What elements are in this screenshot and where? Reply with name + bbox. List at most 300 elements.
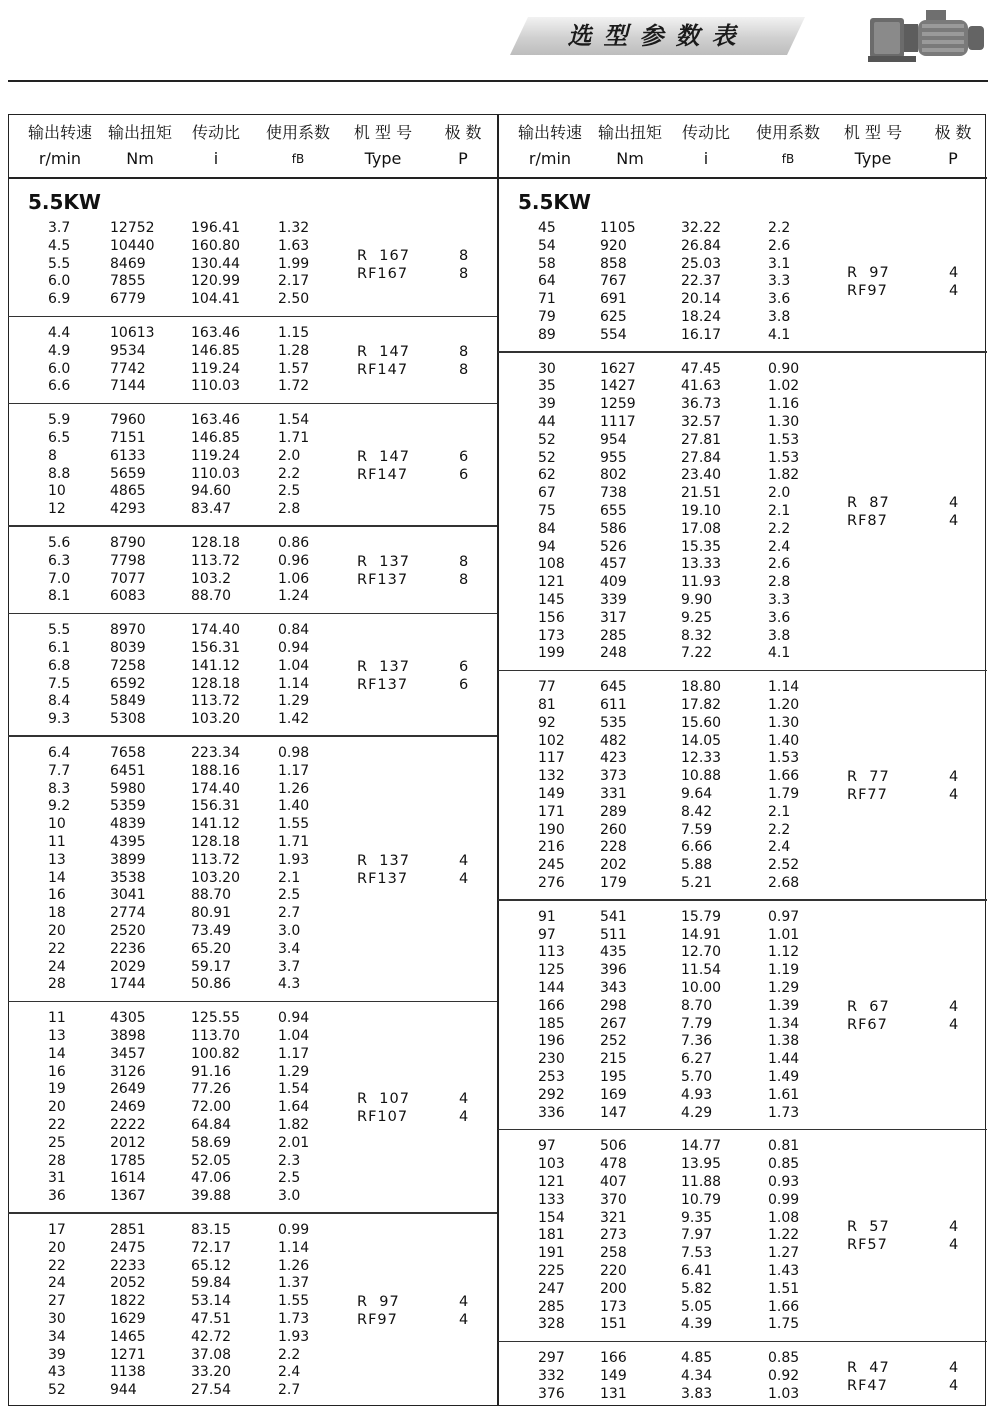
- model-type: R 67: [847, 998, 890, 1015]
- torque-cell: 179: [600, 874, 627, 891]
- torque-cell: 1822: [110, 1293, 146, 1310]
- power-rating: 5.5KW: [28, 190, 101, 214]
- speed-cell: 16: [48, 1063, 66, 1080]
- torque-cell: 3538: [110, 869, 146, 886]
- speed-cell: 84: [538, 520, 556, 537]
- table-row: [8, 763, 497, 781]
- factor-cell: 1.02: [768, 378, 800, 395]
- header-factor-cn: 使用系数: [755, 123, 820, 142]
- factor-cell: 1.14: [278, 1239, 310, 1256]
- torque-cell: 954: [600, 431, 627, 448]
- torque-cell: 645: [600, 679, 627, 696]
- ratio-cell: 188.16: [191, 762, 240, 779]
- torque-cell: 331: [600, 785, 627, 802]
- ratio-cell: 8.32: [681, 627, 713, 644]
- pole-count: 8: [459, 571, 469, 588]
- torque-cell: 8970: [110, 622, 146, 639]
- model-group: [8, 325, 497, 404]
- speed-cell: 52: [538, 431, 556, 448]
- speed-cell: 71: [538, 291, 556, 308]
- ratio-cell: 100.82: [191, 1045, 240, 1062]
- factor-cell: 1.01: [768, 926, 800, 943]
- model-type: RF167: [357, 265, 409, 282]
- header-ratio-cn: 传动比: [191, 123, 240, 142]
- speed-cell: 132: [538, 768, 565, 785]
- torque-cell: 526: [600, 538, 627, 555]
- model-type: R 167: [357, 247, 410, 264]
- factor-cell: 1.55: [278, 816, 310, 833]
- ratio-cell: 5.21: [681, 874, 713, 891]
- torque-cell: 5849: [110, 693, 146, 710]
- torque-cell: 373: [600, 768, 627, 785]
- ratio-cell: 13.33: [681, 556, 722, 573]
- table-row: [8, 1293, 497, 1311]
- ratio-cell: 119.24: [191, 360, 240, 377]
- factor-cell: 1.71: [278, 834, 310, 850]
- speed-cell: 24: [48, 1275, 66, 1292]
- speed-cell: 44: [538, 413, 556, 430]
- factor-cell: 2.6: [768, 237, 791, 254]
- factor-cell: 1.12: [768, 944, 800, 961]
- factor-cell: 1.30: [768, 413, 800, 430]
- factor-cell: 2.2: [768, 220, 791, 236]
- ratio-cell: 27.54: [191, 1382, 232, 1399]
- speed-cell: 30: [538, 360, 556, 377]
- factor-cell: 1.39: [768, 997, 800, 1014]
- speed-cell: 43: [48, 1364, 66, 1381]
- factor-cell: 0.85: [768, 1350, 800, 1367]
- pole-count: 6: [459, 466, 469, 483]
- ratio-cell: 7.22: [681, 645, 713, 662]
- pole-count: 6: [459, 676, 469, 693]
- torque-cell: 131: [600, 1385, 627, 1402]
- speed-cell: 6.0: [48, 360, 71, 377]
- table-row: [8, 1329, 497, 1347]
- speed-cell: 6.8: [48, 657, 71, 674]
- factor-cell: 1.08: [768, 1209, 800, 1226]
- gear-motor-image: [868, 6, 990, 66]
- pole-count: 4: [949, 786, 959, 803]
- speed-cell: 89: [538, 326, 556, 343]
- ratio-cell: 26.84: [681, 237, 722, 254]
- model-type: R 47: [847, 1359, 890, 1376]
- factor-cell: 2.17: [278, 273, 310, 290]
- header-speed-unit: r/min: [38, 149, 82, 168]
- speed-cell: 253: [538, 1068, 565, 1085]
- torque-cell: 267: [600, 1015, 627, 1032]
- torque-cell: 166: [600, 1350, 627, 1367]
- torque-cell: 554: [600, 326, 627, 343]
- torque-cell: 2475: [110, 1239, 146, 1256]
- table-row: [498, 450, 987, 468]
- ratio-cell: 73.49: [191, 923, 232, 939]
- torque-cell: 6592: [110, 675, 146, 692]
- group-divider: [8, 613, 497, 615]
- model-group: [8, 535, 497, 614]
- table-row: [498, 1263, 987, 1281]
- torque-cell: 611: [600, 696, 627, 713]
- torque-cell: 2774: [110, 905, 146, 922]
- table-row: [498, 361, 987, 379]
- factor-cell: 3.7: [278, 958, 301, 975]
- speed-cell: 144: [538, 979, 565, 996]
- table-row: [8, 959, 497, 977]
- torque-cell: 396: [600, 962, 627, 979]
- table-row: [8, 1258, 497, 1276]
- torque-cell: 317: [600, 609, 627, 626]
- torque-cell: 202: [600, 857, 627, 874]
- model-type: RF67: [847, 1016, 888, 1033]
- speed-cell: 39: [538, 396, 556, 413]
- model-type: RF47: [847, 1377, 888, 1394]
- speed-cell: 5.5: [48, 255, 71, 272]
- ratio-cell: 174.40: [191, 780, 240, 797]
- torque-cell: 5659: [110, 465, 146, 482]
- torque-cell: 220: [600, 1262, 627, 1279]
- pole-count: 4: [949, 1219, 959, 1236]
- factor-cell: 2.01: [278, 1134, 310, 1151]
- speed-cell: 13: [48, 851, 66, 868]
- table-row: [8, 1046, 497, 1064]
- ratio-cell: 128.18: [191, 834, 240, 850]
- ratio-cell: 196.41: [191, 220, 240, 236]
- ratio-cell: 72.17: [191, 1239, 232, 1256]
- ratio-cell: 9.35: [681, 1209, 713, 1226]
- torque-cell: 1138: [110, 1364, 146, 1381]
- table-row: [8, 361, 497, 379]
- factor-cell: 1.42: [278, 711, 310, 728]
- factor-cell: 1.71: [278, 429, 310, 446]
- factor-cell: 1.54: [278, 412, 310, 429]
- model-group: [498, 361, 987, 672]
- speed-cell: 11: [48, 1010, 66, 1027]
- group-divider: [8, 316, 497, 318]
- table-row: [8, 501, 497, 519]
- ratio-cell: 3.83: [681, 1385, 713, 1402]
- table-row: [8, 1010, 497, 1028]
- model-group: [8, 622, 497, 737]
- header-type-cn: 机 型 号: [843, 123, 903, 142]
- factor-cell: 1.26: [278, 1257, 310, 1274]
- ratio-cell: 5.88: [681, 857, 713, 874]
- factor-cell: 0.93: [768, 1173, 800, 1190]
- table-row: [498, 1069, 987, 1087]
- torque-cell: 343: [600, 979, 627, 996]
- speed-cell: 230: [538, 1051, 565, 1068]
- speed-cell: 6.6: [48, 378, 71, 395]
- table-row: [498, 432, 987, 450]
- ratio-cell: 174.40: [191, 622, 240, 639]
- table-row: [8, 1170, 497, 1188]
- ratio-cell: 130.44: [191, 255, 240, 272]
- factor-cell: 1.24: [278, 588, 310, 605]
- ratio-cell: 15.35: [681, 538, 722, 555]
- speed-cell: 154: [538, 1209, 565, 1226]
- ratio-cell: 9.25: [681, 609, 713, 626]
- table-row: [8, 1117, 497, 1135]
- torque-cell: 169: [600, 1086, 627, 1103]
- ratio-cell: 18.24: [681, 309, 722, 325]
- speed-cell: 117: [538, 750, 565, 767]
- table-row: [498, 220, 987, 238]
- factor-cell: 1.30: [768, 714, 800, 731]
- ratio-cell: 16.17: [681, 326, 722, 343]
- model-group: [8, 1222, 497, 1408]
- speed-cell: 79: [538, 309, 556, 325]
- table-row: [498, 1316, 987, 1334]
- header-pole-unit: P: [458, 149, 468, 168]
- table-row: [8, 1382, 497, 1400]
- pole-count: 4: [949, 1377, 959, 1394]
- model-type: R 97: [357, 1294, 400, 1310]
- ratio-cell: 13.95: [681, 1156, 722, 1173]
- factor-cell: 1.40: [278, 798, 310, 815]
- factor-cell: 1.17: [278, 762, 310, 779]
- table-row: [498, 238, 987, 256]
- factor-cell: 1.49: [768, 1068, 800, 1085]
- table-row: [498, 733, 987, 751]
- factor-cell: 1.73: [768, 1104, 800, 1121]
- factor-cell: 0.92: [768, 1367, 800, 1384]
- speed-cell: 75: [538, 502, 556, 519]
- speed-cell: 297: [538, 1350, 565, 1367]
- torque-cell: 7960: [110, 412, 146, 429]
- model-type: RF107: [357, 1109, 409, 1126]
- torque-cell: 802: [600, 467, 627, 484]
- table-row: [8, 640, 497, 658]
- speed-cell: 199: [538, 645, 565, 662]
- ratio-cell: 113.70: [191, 1027, 240, 1044]
- table-row: [8, 834, 497, 852]
- speed-cell: 6.9: [48, 291, 71, 308]
- table-row: [8, 535, 497, 553]
- table-row: [8, 325, 497, 343]
- ratio-cell: 42.72: [191, 1328, 232, 1345]
- torque-cell: 228: [600, 839, 627, 856]
- speed-cell: 5.9: [48, 412, 71, 429]
- speed-cell: 225: [538, 1262, 565, 1279]
- table-row: [498, 1105, 987, 1123]
- torque-cell: 370: [600, 1191, 627, 1208]
- group-divider: [8, 1212, 497, 1214]
- table-row: [498, 1138, 987, 1156]
- pole-count: 4: [949, 494, 959, 511]
- factor-cell: 2.8: [768, 574, 791, 591]
- table-row: [8, 1222, 497, 1240]
- table-row: [8, 343, 497, 361]
- torque-cell: 2052: [110, 1275, 146, 1292]
- torque-cell: 1614: [110, 1170, 146, 1187]
- torque-cell: 7151: [110, 429, 146, 446]
- speed-cell: 52: [538, 449, 556, 466]
- speed-cell: 34: [48, 1328, 66, 1345]
- speed-cell: 20: [48, 1099, 66, 1116]
- model-type: RF57: [847, 1237, 888, 1254]
- torque-cell: 5980: [110, 780, 146, 797]
- speed-cell: 17: [48, 1222, 66, 1238]
- factor-cell: 3.0: [278, 1188, 301, 1205]
- ratio-cell: 12.33: [681, 750, 722, 767]
- speed-cell: 18: [48, 905, 66, 922]
- header-speed-cn: 输出转速: [27, 123, 92, 142]
- torque-cell: 6779: [110, 291, 146, 308]
- speed-cell: 191: [538, 1245, 565, 1262]
- factor-cell: 3.4: [278, 940, 301, 957]
- table-row: [498, 1227, 987, 1245]
- factor-cell: 1.15: [278, 325, 310, 341]
- ratio-cell: 64.84: [191, 1116, 232, 1133]
- factor-cell: 2.5: [278, 887, 301, 904]
- table-row: [498, 503, 987, 521]
- speed-cell: 97: [538, 1138, 556, 1155]
- ratio-cell: 27.81: [681, 431, 722, 448]
- speed-cell: 92: [538, 714, 556, 731]
- table-row: [8, 870, 497, 888]
- speed-cell: 332: [538, 1367, 565, 1384]
- speed-cell: 30: [48, 1311, 66, 1327]
- column-header-cn: [498, 122, 987, 144]
- factor-cell: 1.64: [278, 1099, 310, 1116]
- factor-cell: 1.72: [278, 378, 310, 395]
- torque-cell: 339: [600, 591, 627, 608]
- speed-cell: 16: [48, 887, 66, 904]
- model-type: RF137: [357, 870, 409, 887]
- factor-cell: 1.14: [768, 679, 800, 696]
- table-row: [498, 697, 987, 715]
- ratio-cell: 65.12: [191, 1257, 232, 1274]
- pole-count: 4: [949, 768, 959, 785]
- table-row: [8, 1347, 497, 1365]
- right-table: [498, 114, 987, 1406]
- speed-cell: 9.2: [48, 798, 71, 815]
- group-divider: [498, 670, 987, 672]
- ratio-cell: 6.41: [681, 1262, 713, 1279]
- factor-cell: 2.2: [768, 520, 791, 537]
- ratio-cell: 4.29: [681, 1104, 713, 1121]
- table-row: [8, 1135, 497, 1153]
- header-speed-cn: 输出转速: [517, 123, 582, 142]
- factor-cell: 2.7: [278, 1382, 301, 1399]
- ratio-cell: 103.20: [191, 869, 240, 886]
- torque-cell: 435: [600, 944, 627, 961]
- factor-cell: 2.8: [278, 501, 301, 518]
- speed-cell: 25: [48, 1134, 66, 1151]
- factor-cell: 1.04: [278, 1027, 310, 1044]
- ratio-cell: 17.82: [681, 696, 722, 713]
- column-header-unit: [498, 148, 987, 170]
- torque-cell: 2012: [110, 1134, 146, 1151]
- speed-cell: 20: [48, 923, 66, 939]
- ratio-cell: 125.55: [191, 1010, 240, 1027]
- ratio-cell: 50.86: [191, 976, 232, 993]
- ratio-cell: 11.54: [681, 962, 722, 979]
- torque-cell: 3126: [110, 1063, 146, 1080]
- ratio-cell: 20.14: [681, 291, 722, 308]
- table-row: [8, 923, 497, 941]
- torque-cell: 2649: [110, 1081, 146, 1098]
- model-group: [8, 745, 497, 1002]
- factor-cell: 4.1: [768, 645, 791, 662]
- torque-cell: 8790: [110, 535, 146, 551]
- factor-cell: 1.79: [768, 785, 800, 802]
- table-row: [8, 256, 497, 274]
- table-row: [498, 1386, 987, 1404]
- table-row: [498, 396, 987, 414]
- table-row: [498, 539, 987, 557]
- factor-cell: 0.97: [768, 908, 800, 925]
- ratio-cell: 27.84: [681, 449, 722, 466]
- factor-cell: 1.44: [768, 1051, 800, 1068]
- table-row: [498, 1368, 987, 1386]
- torque-cell: 260: [600, 821, 627, 838]
- header-speed-unit: r/min: [528, 149, 572, 168]
- table-row: [8, 781, 497, 799]
- torque-cell: 4839: [110, 816, 146, 833]
- ratio-cell: 14.91: [681, 926, 722, 943]
- pole-count: 4: [459, 1294, 469, 1310]
- speed-cell: 36: [48, 1188, 66, 1205]
- factor-cell: 2.68: [768, 874, 800, 891]
- ratio-cell: 25.03: [681, 255, 722, 272]
- table-row: [498, 927, 987, 945]
- table-row: [498, 1016, 987, 1034]
- factor-cell: 3.8: [768, 309, 791, 325]
- pole-count: 6: [459, 658, 469, 675]
- ratio-cell: 91.16: [191, 1063, 232, 1080]
- model-type: RF77: [847, 786, 888, 803]
- torque-cell: 1465: [110, 1328, 146, 1345]
- torque-cell: 7855: [110, 273, 146, 290]
- factor-cell: 1.54: [278, 1081, 310, 1098]
- torque-cell: 10440: [110, 237, 155, 254]
- speed-cell: 121: [538, 574, 565, 591]
- factor-cell: 1.20: [768, 696, 800, 713]
- factor-cell: 3.6: [768, 291, 791, 308]
- header-type-unit: Type: [854, 149, 892, 168]
- factor-cell: 2.7: [278, 905, 301, 922]
- factor-cell: 2.5: [278, 483, 301, 500]
- speed-cell: 8.8: [48, 465, 71, 482]
- speed-cell: 94: [538, 538, 556, 555]
- torque-cell: 423: [600, 750, 627, 767]
- torque-cell: 2233: [110, 1257, 146, 1274]
- ratio-cell: 4.85: [681, 1350, 713, 1367]
- ratio-cell: 22.37: [681, 273, 722, 290]
- ratio-cell: 8.70: [681, 997, 713, 1014]
- speed-cell: 171: [538, 803, 565, 820]
- model-type: R 87: [847, 494, 890, 511]
- model-type: RF137: [357, 571, 409, 588]
- ratio-cell: 36.73: [681, 396, 722, 413]
- table-row: [498, 909, 987, 927]
- factor-cell: 3.3: [768, 273, 791, 290]
- left-table: [8, 114, 497, 1406]
- page-title: 选型参数表: [567, 22, 748, 50]
- ratio-cell: 47.06: [191, 1170, 232, 1187]
- model-type: RF87: [847, 512, 888, 529]
- table-row: [498, 327, 987, 345]
- factor-cell: 3.1: [768, 255, 791, 272]
- speed-cell: 6.0: [48, 273, 71, 290]
- header-rule: [8, 80, 988, 82]
- table-row: [498, 1087, 987, 1105]
- speed-cell: 24: [48, 958, 66, 975]
- ratio-cell: 10.79: [681, 1191, 722, 1208]
- torque-cell: 6083: [110, 588, 146, 605]
- torque-cell: 248: [600, 645, 627, 662]
- torque-cell: 586: [600, 520, 627, 537]
- table-row: [498, 998, 987, 1016]
